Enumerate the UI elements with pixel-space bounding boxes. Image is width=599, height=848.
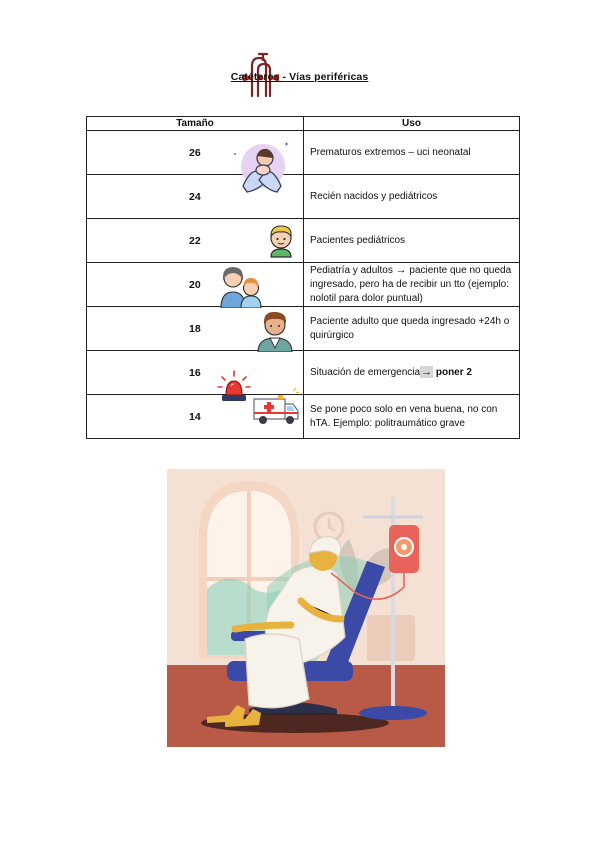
table-row — [87, 263, 520, 307]
ambulance-icon — [251, 387, 301, 427]
use-cell — [304, 175, 520, 219]
page-title: Catéteres - Vías periféricas — [230, 71, 369, 83]
patient-iv-drip-illustration — [167, 469, 445, 747]
size-value: 20 — [189, 278, 201, 291]
use-cell — [304, 395, 520, 439]
arrow-right-icon: → — [395, 264, 407, 276]
use-text-part-b: paciente que no queda ingresado, pero ha de recibir un tto (ejemplo: nolotil para dolor puntual) — [310, 265, 512, 304]
table-header-row — [87, 117, 520, 131]
size-value: 26 — [189, 146, 201, 159]
size-value: 14 — [189, 410, 201, 423]
table-row — [87, 395, 520, 439]
use-text: Se pone poco solo en vena buena, no con hTA. Ejemplo: politraumático grave — [310, 403, 498, 429]
use-text-part-a: Situación de emergencia — [310, 367, 421, 378]
use-cell — [304, 263, 520, 307]
use-cell — [304, 307, 520, 351]
size-value: 18 — [189, 322, 201, 335]
size-cell — [87, 263, 304, 307]
table-row — [87, 219, 520, 263]
table-row — [87, 175, 520, 219]
column-header-use: Uso — [304, 117, 520, 131]
use-text: Pacientes pediátricos — [310, 234, 406, 246]
adult-man-icon — [255, 308, 295, 352]
size-cell — [87, 175, 304, 219]
table-row — [87, 131, 520, 175]
mother-child-icon — [219, 264, 265, 308]
use-cell — [304, 219, 520, 263]
size-cell — [87, 131, 304, 175]
use-text: Prematuros extremos – uci neonatal — [310, 146, 471, 158]
use-text-bold: poner 2 — [435, 367, 472, 378]
size-value: 24 — [189, 190, 201, 203]
use-text: Recién nacidos y pediátricos — [310, 190, 438, 202]
size-value: 22 — [189, 234, 201, 247]
use-text: Paciente adulto que queda ingresado +24h o quirúrgico — [310, 315, 510, 341]
column-header-size: Tamaño — [87, 117, 304, 131]
size-cell — [87, 395, 304, 439]
table-row — [87, 307, 520, 351]
use-cell — [304, 351, 520, 395]
use-text-part-a: Pediatría y adultos — [310, 265, 396, 276]
size-cell — [87, 307, 304, 351]
use-cell — [304, 131, 520, 175]
size-cell — [87, 219, 304, 263]
size-value: 16 — [189, 366, 201, 379]
arrow-right-icon: → — [421, 366, 433, 378]
table-row — [87, 351, 520, 395]
catheter-size-table — [86, 116, 520, 439]
child-face-icon — [265, 223, 297, 259]
